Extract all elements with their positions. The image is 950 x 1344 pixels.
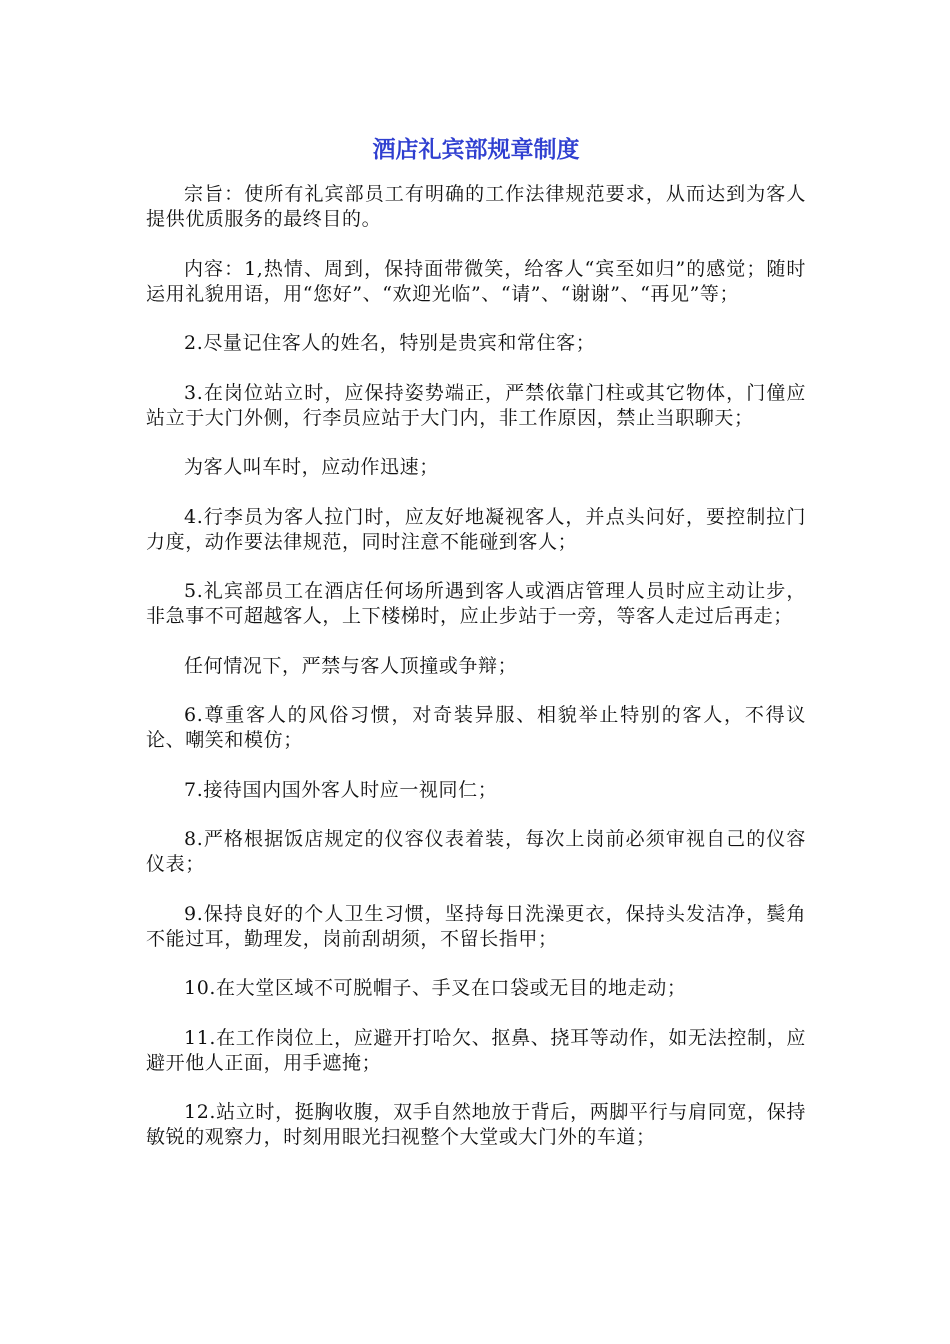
paragraph-rule-3-note: 为客人叫车时，应动作迅速； bbox=[184, 456, 439, 478]
document-title: 酒店礼宾部规章制度 bbox=[372, 137, 580, 163]
paragraph-rule-4: 4.行李员为客人拉门时，应友好地凝视客人，并点头问好，要控制拉门力度，动作要法律规范，同时注意不能碰到客人； bbox=[146, 505, 806, 553]
paragraph-rule-7: 7.接待国内国外客人时应一视同仁； bbox=[184, 778, 498, 801]
paragraph-rule-6: 6.尊重客人的风俗习惯，对奇装异服、相貌举止特别的客人，不得议论、嘲笑和模仿； bbox=[146, 704, 806, 751]
paragraph-purpose: 宗旨：使所有礼宾部员工有明确的工作法律规范要求，从而达到为客人提供优质服务的最终目的。 bbox=[146, 183, 806, 230]
paragraph-content-1: 内容：1,热情、周到，保持面带微笑，给客人“宾至如归”的感觉；随时运用礼貌用语，用“您好”、“欢迎光临”、“请”、“谢谢”、“再见”等； bbox=[146, 257, 806, 305]
paragraph-rule-2: 2.尽量记住客人的姓名，特别是贵宾和常住客； bbox=[184, 332, 596, 354]
paragraph-rule-10: 10.在大堂区域不可脱帽子、手叉在口袋或无目的地走动； bbox=[184, 977, 687, 999]
document-page bbox=[146, 130, 806, 1175]
paragraph-rule-3: 3.在岗位站立时，应保持姿势端正，严禁依靠门柱或其它物体，门僮应站立于大门外侧，行李员应站于大门内，非工作原因，禁止当职聊天； bbox=[146, 381, 806, 429]
paragraph-rule-5-note: 任何情况下，严禁与客人顶撞或争辩； bbox=[184, 654, 518, 677]
paragraph-rule-9: 9.保持良好的个人卫生习惯，坚持每日洗澡更衣，保持头发洁净，鬓角不能过耳，勤理发，岗前刮胡须，不留长指甲； bbox=[146, 902, 806, 950]
paragraph-rule-8: 8.严格根据饭店规定的仪容仪表着装，每次上岗前必须审视自己的仪容仪表； bbox=[146, 828, 806, 875]
paragraph-rule-11: 11.在工作岗位上，应避开打哈欠、抠鼻、挠耳等动作，如无法控制，应避开他人正面，用手遮掩； bbox=[146, 1026, 806, 1074]
paragraph-rule-12: 12.站立时，挺胸收腹，双手自然地放于背后，两脚平行与肩同宽，保持敏锐的观察力，时刻用眼光扫视整个大堂或大门外的车道； bbox=[146, 1101, 806, 1148]
paragraph-rule-5: 5.礼宾部员工在酒店任何场所遇到客人或酒店管理人员时应主动让步，非急事不可超越客人，上下楼梯时，应止步站于一旁，等客人走过后再走； bbox=[146, 580, 806, 627]
